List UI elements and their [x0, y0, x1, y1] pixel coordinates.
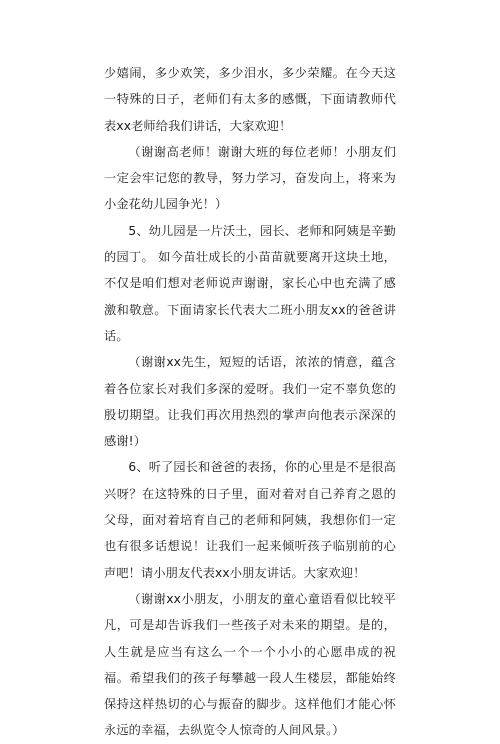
- paragraph-thanks-child: （谢谢xx小朋友，小朋友的童心童语看似比较平凡，可是却告诉我们一些孩子对未来的期望。是的，人生就是应当有这么一个一个小小的心愿串成的祝福。希望我们的孩子每攀越一段人生楼层，都能始终保持这样热切的心与振奋的脚步。这样他们才能心怀永远的幸福，去纵览令人惊奇的人间风景。）: [104, 591, 396, 738]
- paragraph-thanks-teacher: （谢谢高老师！谢谢大班的每位老师！小朋友们一定会牢记您的教导，努力学习，奋发向上，将来为小金花幼儿园争光！）: [104, 144, 396, 212]
- document-body: [104, 60, 396, 744]
- paragraph-thanks-parent: （谢谢xx先生，短短的话语，浓浓的情意，蕴含着各位家长对我们多深的爱呀。我们一定不辜负您的殷切期望。让我们再次用热烈的掌声向他表示深深的感谢!）: [104, 355, 396, 449]
- paragraph-item-6: 6、听了园长和爸爸的表扬，你的心里是不是很高兴呀？在这特殊的日子里，面对着对自己养育之恩的父母，面对着培育自己的老师和阿姨，我想你们一定也有很多话想说！让我们一起来倾听孩子临别前的心声吧！请小朋友代表xx小朋友讲话。大家欢迎！: [104, 460, 396, 580]
- paragraph-item-5: 5、幼儿园是一片沃土，园长、老师和阿姨是辛勤的园丁。 如今苗壮成长的小苗苗就要离开这块土地，不仅是咱们想对老师说声谢谢，家长心中也充满了感激和敬意。下面请家长代表大二班小朋友xx的爸爸讲话。: [104, 223, 396, 343]
- paragraph-continuation: 少嬉闹，多少欢笑，多少泪水，多少荣耀。在今天这一特殊的日子，老师们有太多的感慨，下面请教师代表xx老师给我们讲话，大家欢迎！: [104, 66, 396, 133]
